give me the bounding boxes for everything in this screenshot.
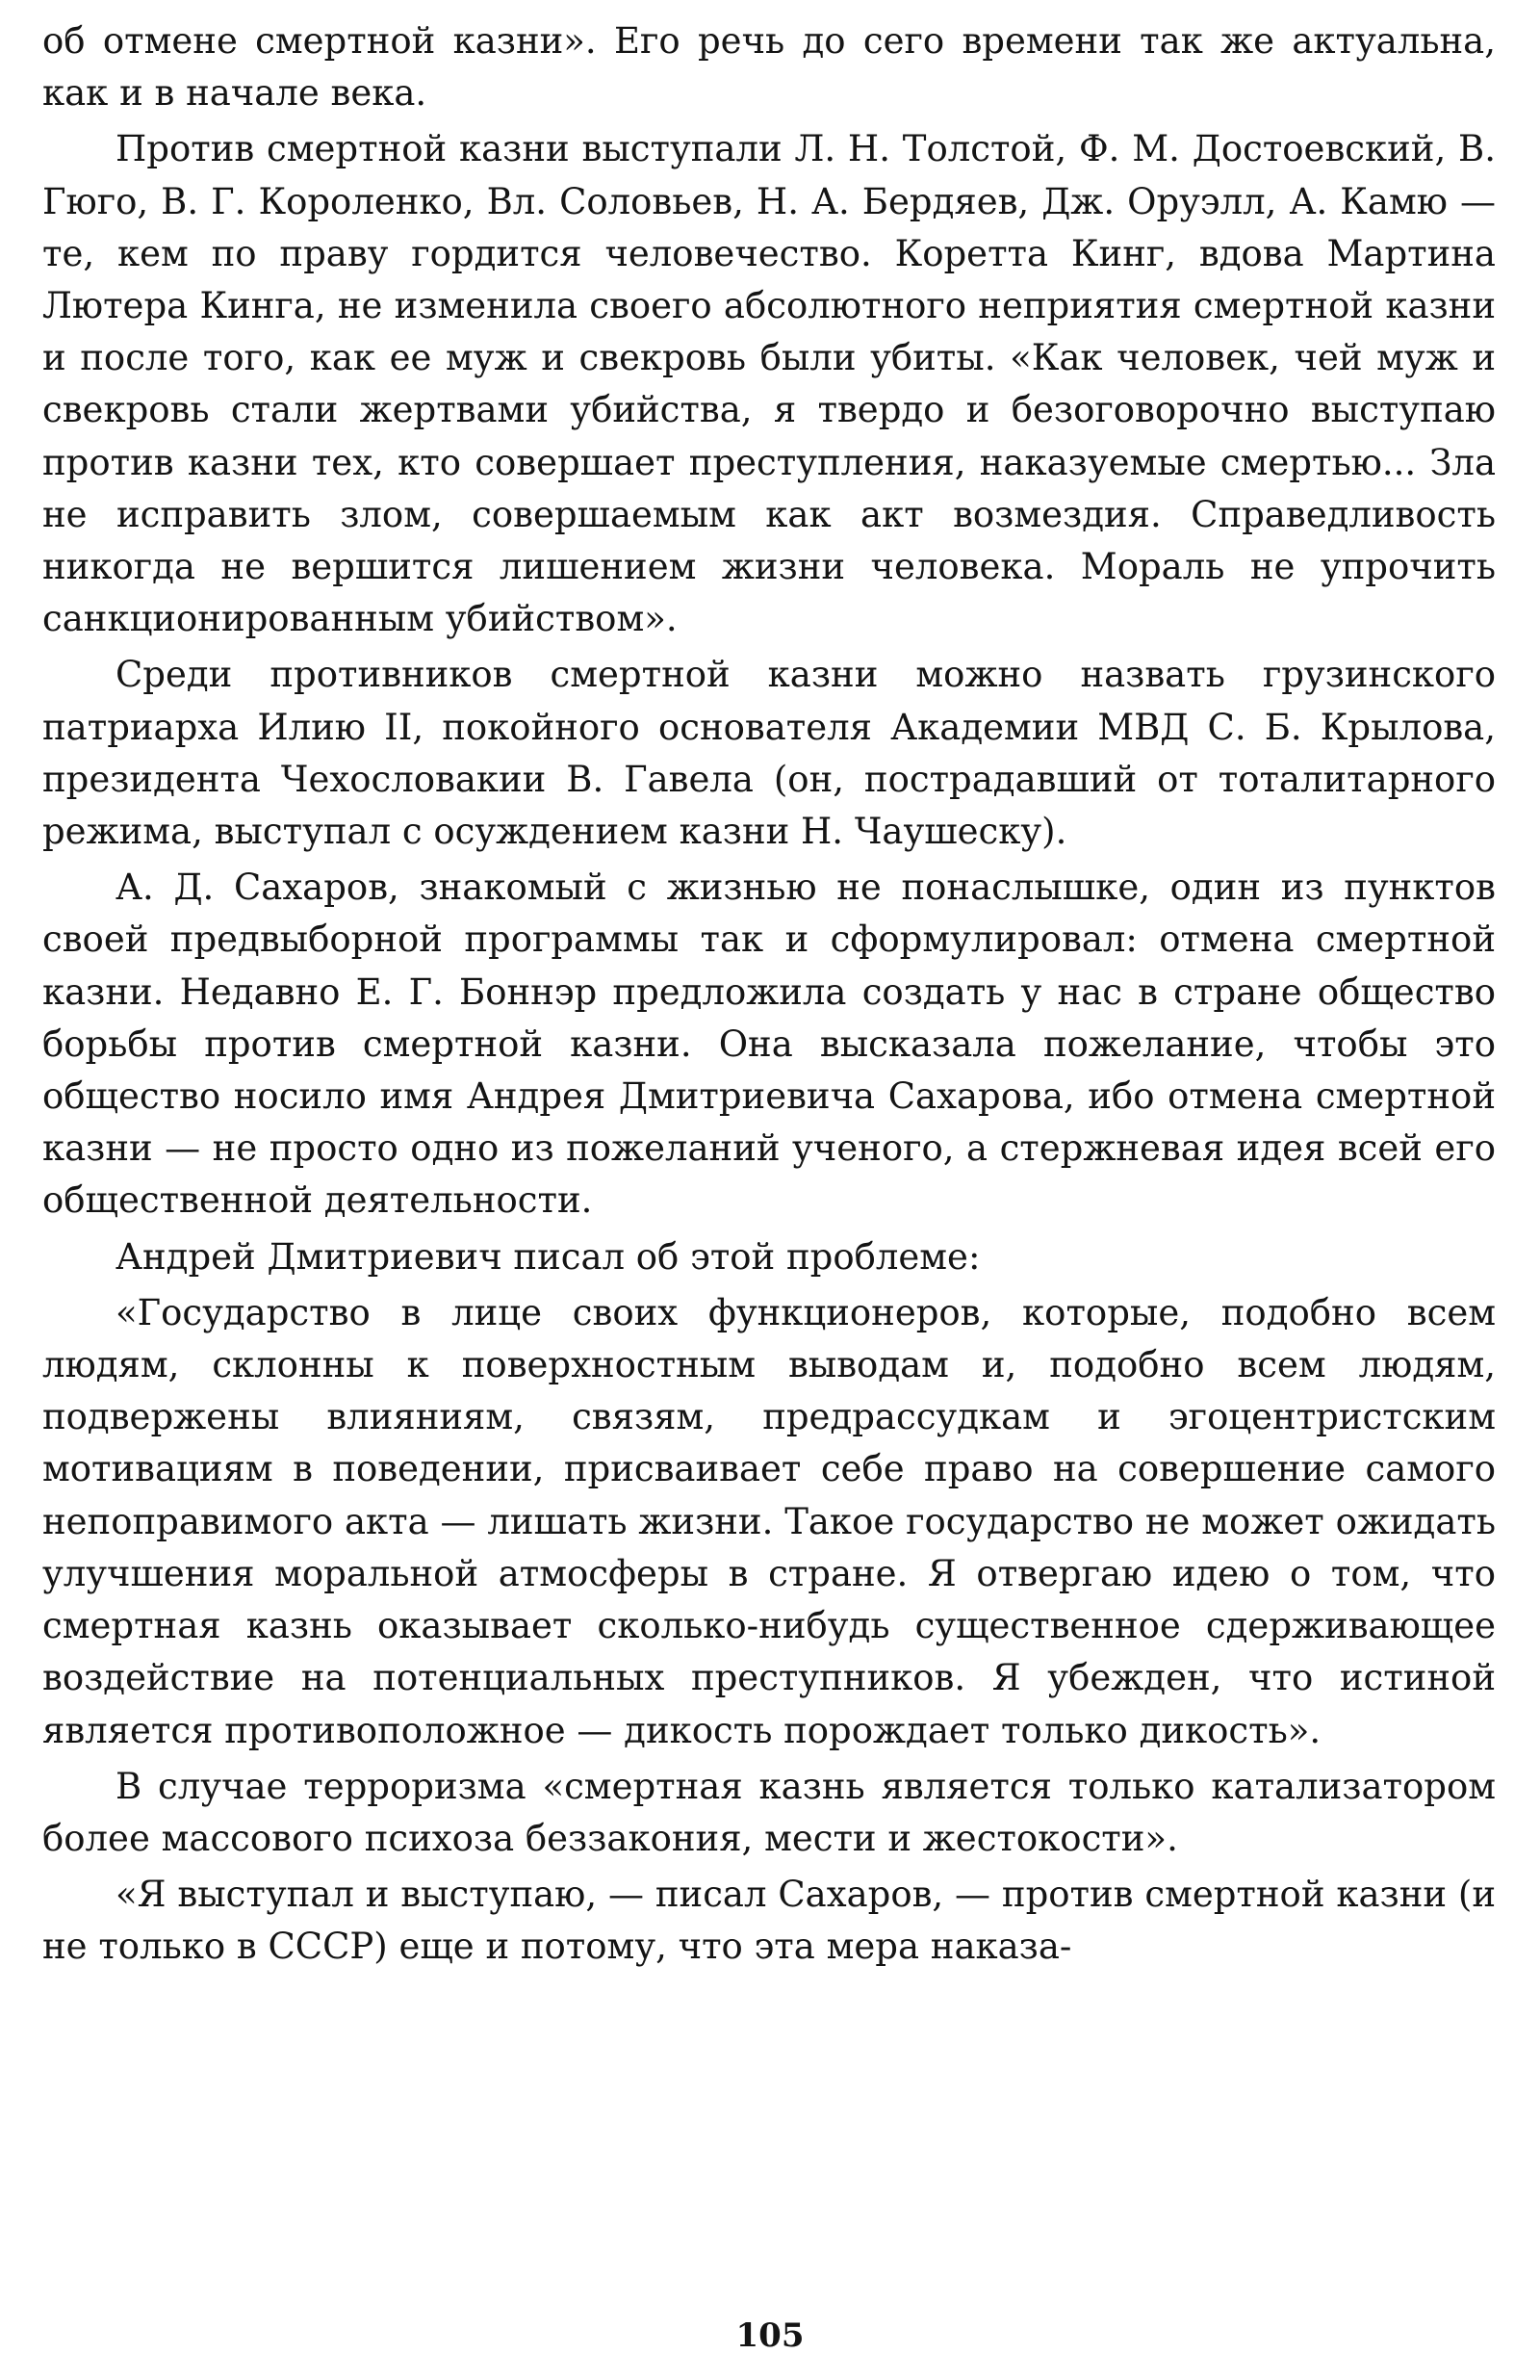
paragraph-6-quote: «Государство в лице своих функционеров, которые, подобно всем людям, склонны к поверхностным выводам и, подобно всем людям, подвержены влияниям, связям, предрассудкам и эгоцентристским мотивациям в поведении, присваивает себе право на совершение самого непоправимого акта — лишать жизни. Такое государство не может ожидать улучшения моральной атмосферы в стране. Я отвергаю идею о том, что смертная казнь оказывает сколько-нибудь существенное сдерживающее воздействие на потенциальных преступников. Я убежден, что истиной является противоположное — дикость порождает только дикость». <box>42 1291 1496 1751</box>
paragraph-2: Против смертной казни выступали Л. Н. Толстой, Ф. М. Достоевский, В. Гюго, В. Г. Короленко, Вл. Соловьев, Н. А. Бердяев, Дж. Оруэлл, А. Камю — те, кем по праву гордится человечество. Коретта Кинг, вдова Мартина Лютера Кинга, не изменила своего абсолютного неприятия смертной казни и после того, как ее муж и свекровь были убиты. «Как человек, чей муж и свекровь стали жертвами убийства, я твердо и безоговорочно выступаю против казни тех, кто совершает преступления, наказуемые смертью... Зла не исправить злом, совершаемым как акт возмездия. Справедливость никогда не вершится лишением жизни человека. Мораль не упрочить санкционированным убийством». <box>42 128 1496 640</box>
document-page <box>42 15 1496 1978</box>
paragraph-7: В случае терроризма «смертная казнь является только катализатором более массового психоза беззакония, мести и жестокости». <box>42 1765 1496 1859</box>
page-number: 105 <box>735 2316 805 2355</box>
paragraph-5: Андрей Дмитриевич писал об этой проблеме: <box>116 1235 981 1278</box>
paragraph-4: А. Д. Сахаров, знакомый с жизнью не понаслышке, один из пунктов своей предвыборной программы так и сформулировал: отмена смертной казни. Недавно Е. Г. Боннэр предложила создать у нас в стране общество борьбы против смертной казни. Она высказала пожелание, чтобы это общество носило имя Андрея Дмитриевича Сахарова, ибо отмена смертной казни — не просто одно из пожеланий ученого, а стержневая идея всей его общественной деятельности. <box>42 867 1496 1222</box>
paragraph-1: об отмене смертной казни». Его речь до сего времени так же актуальна, как и в начале века. <box>42 20 1496 115</box>
paragraph-3: Среди противников смертной казни можно назвать грузинского патриарха Илию II, покойного основателя Академии МВД С. Б. Крылова, президента Чехословакии В. Гавела (он, пострадавший от тоталитарного режима, выступал с осуждением казни Н. Чаушеску). <box>42 654 1496 853</box>
paragraph-8: «Я выступал и выступаю, — писал Сахаров, — против смертной казни (и не только в СССР) еще и потому, что эта мера наказа- <box>42 1874 1496 1968</box>
